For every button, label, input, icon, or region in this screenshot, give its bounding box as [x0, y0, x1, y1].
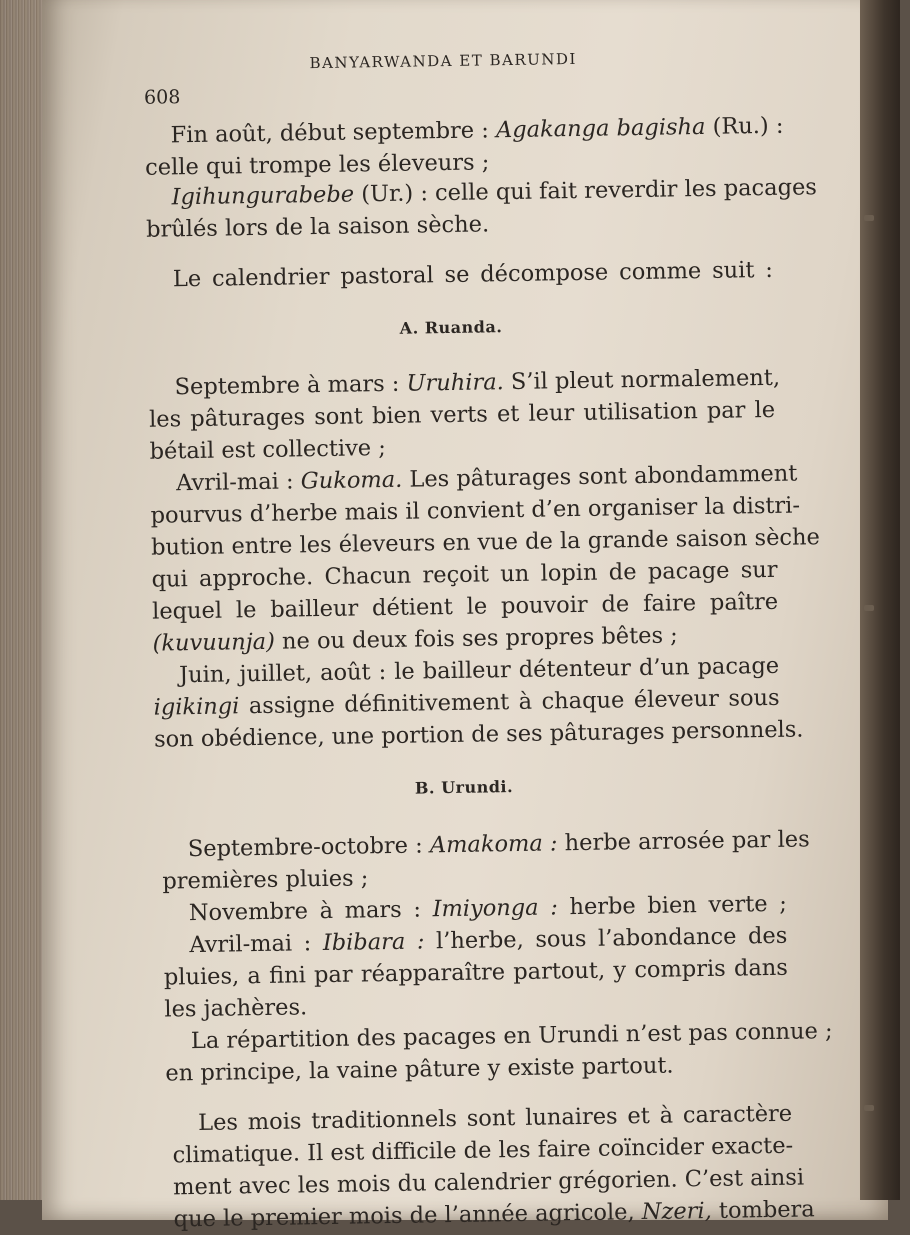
page-number: 608 — [143, 86, 181, 109]
section-heading-b: B. Urundi. — [414, 777, 514, 798]
text-line: bétail est collective ; — [149, 434, 387, 465]
text-line: igikingi assigne définitivement à chaque éleveur sous — [153, 684, 780, 721]
text-line: ment avec les mois du calendrier grégorien. C’est ainsi — [172, 1164, 805, 1201]
text-line: Septembre-octobre : Amakoma : herbe arrosée par les — [187, 826, 810, 863]
text-line: Fin août, début septembre : Agakanga bagisha (Ru.) : — [170, 112, 784, 149]
text-line: (kuvuunja) ne ou deux fois ses propres bêtes ; — [152, 622, 678, 657]
text-line: Igihungurabebe (Ur.) : celle qui fait reverdir les pacages — [171, 174, 818, 211]
text-line: Les mois traditionnels sont lunaires et à caractère — [197, 1100, 793, 1137]
text-line: Le calendrier pastoral se décompose comme suit : — [172, 256, 774, 293]
text-line: Juin, juillet, août : le bailleur détenteur d’un pacage — [178, 652, 780, 689]
text-line: en principe, la vaine pâture y existe partout. — [165, 1052, 674, 1087]
text-line: son obédience, une portion de ses pâturages personnels. — [153, 716, 804, 753]
text-line: Septembre à mars : Uruhira. S’il pleut normalement, — [174, 364, 781, 401]
section-heading-a: A. Ruanda. — [399, 317, 503, 338]
text-line: que le premier mois de l’année agricole, Nzeri, tombera — [173, 1196, 815, 1233]
text-line: premières pluies ; — [162, 865, 369, 895]
text-line: La répartition des pacages en Urundi n’est pas connue ; — [190, 1018, 833, 1055]
text-line: climatique. Il est difficile de les faire coïncider exacte- — [172, 1132, 794, 1169]
text-line: les pâturages sont bien verts et leur utilisation par le — [148, 396, 776, 433]
text-line: brûlés lors de la saison sèche. — [145, 211, 490, 243]
text-line: qui approche. Chacun reçoit un lopin de pacage sur — [151, 556, 778, 593]
text-line: pluies, a fini par réapparaître partout, y compris dans — [163, 954, 789, 991]
text-line: Novembre à mars : Imiyonga : herbe bien verte ; — [188, 890, 788, 927]
text-line: lequel le bailleur détient le pouvoir de faire paître — [151, 588, 779, 625]
text-line: pourvus d’herbe mais il convient d’en organiser la distri- — [150, 492, 801, 529]
text-line: bution entre les éleveurs en vue de la grande saison sèche — [150, 524, 821, 561]
text-line: les jachères. — [164, 994, 308, 1023]
running-head: BANYARWANDA ET BARUNDI — [309, 49, 578, 73]
text-line: celle qui trompe les éleveurs ; — [144, 149, 490, 181]
text-line: Avril-mai : Ibibara : l’herbe, sous l’abondance des — [189, 922, 788, 959]
text-line: Avril-mai : Gukoma. Les pâturages sont abondamment — [175, 460, 798, 497]
